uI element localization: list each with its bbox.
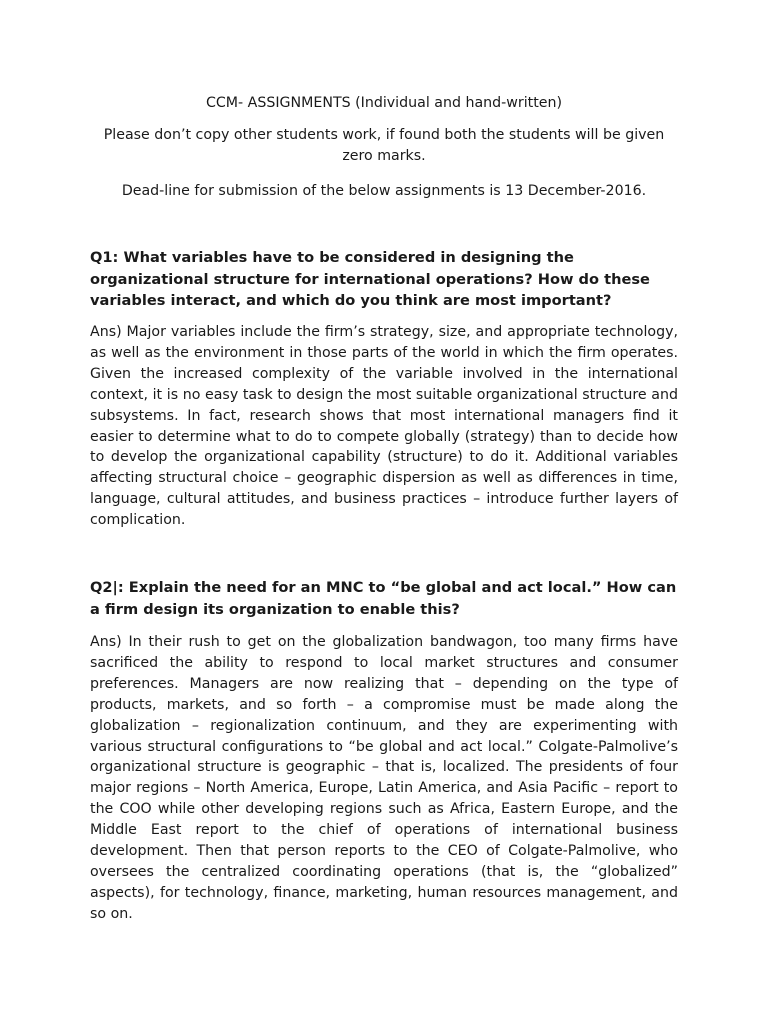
answer-2: Ans) In their rush to get on the globalization bandwagon, too many firms have sacrificed the ability to respond to local market structures and consumer preferences. Managers are now realizing that – depending on the type of products, markets, and so forth – a compromise must be made along the globalization – regionalization continuum, and they are experimenting with various structural configurations to “be global and act local.” Colgate-Palmolive’s organizational structure is geographic – that is, localized. The presidents of four major regions – North America, Europe, Latin America, and Asia Pacific – report to the COO while other developing regions such as Africa, Eastern Europe, and the Middle East report to the chief of operations of international business development. Then that person reports to the CEO of Colgate-Palmolive, who oversees the centralized coordinating operations (that is, the “globalized” aspects), for technology, finance, marketing, human resources management, and so on. bbox=[90, 634, 678, 922]
copy-warning-notice: Please don’t copy other students work, if found both the students will be given zero marks. bbox=[103, 127, 665, 164]
document-title: CCM- ASSIGNMENTS (Individual and hand-written) bbox=[205, 95, 563, 111]
question-2: Q2|: Explain the need for an MNC to “be global and act local.” How can a firm design its organization to enable this? bbox=[90, 579, 677, 618]
question-1: Q1: What variables have to be considered in designing the organizational structure for international operations? How do these variables interact, and which do you think are most important? bbox=[90, 249, 650, 309]
submission-deadline: Dead-line for submission of the below assignments is 13 December-2016. bbox=[121, 183, 647, 199]
answer-1: Ans) Major variables include the firm’s strategy, size, and appropriate technology, as well as the environment in those parts of the world in which the firm operates. Given the increased complexity of the variable involved in the international context, it is no easy task to design the most suitable organizational structure and subsystems. In fact, research shows that most international managers find it easier to determine what to do to compete globally (strategy) than to decide how to develop the organizational capability (structure) to do it. Additional variables affecting structural choice – geographic dispersion as well as differences in time, language, cultural attitudes, and business practices – introduce further layers of complication. bbox=[90, 324, 678, 529]
